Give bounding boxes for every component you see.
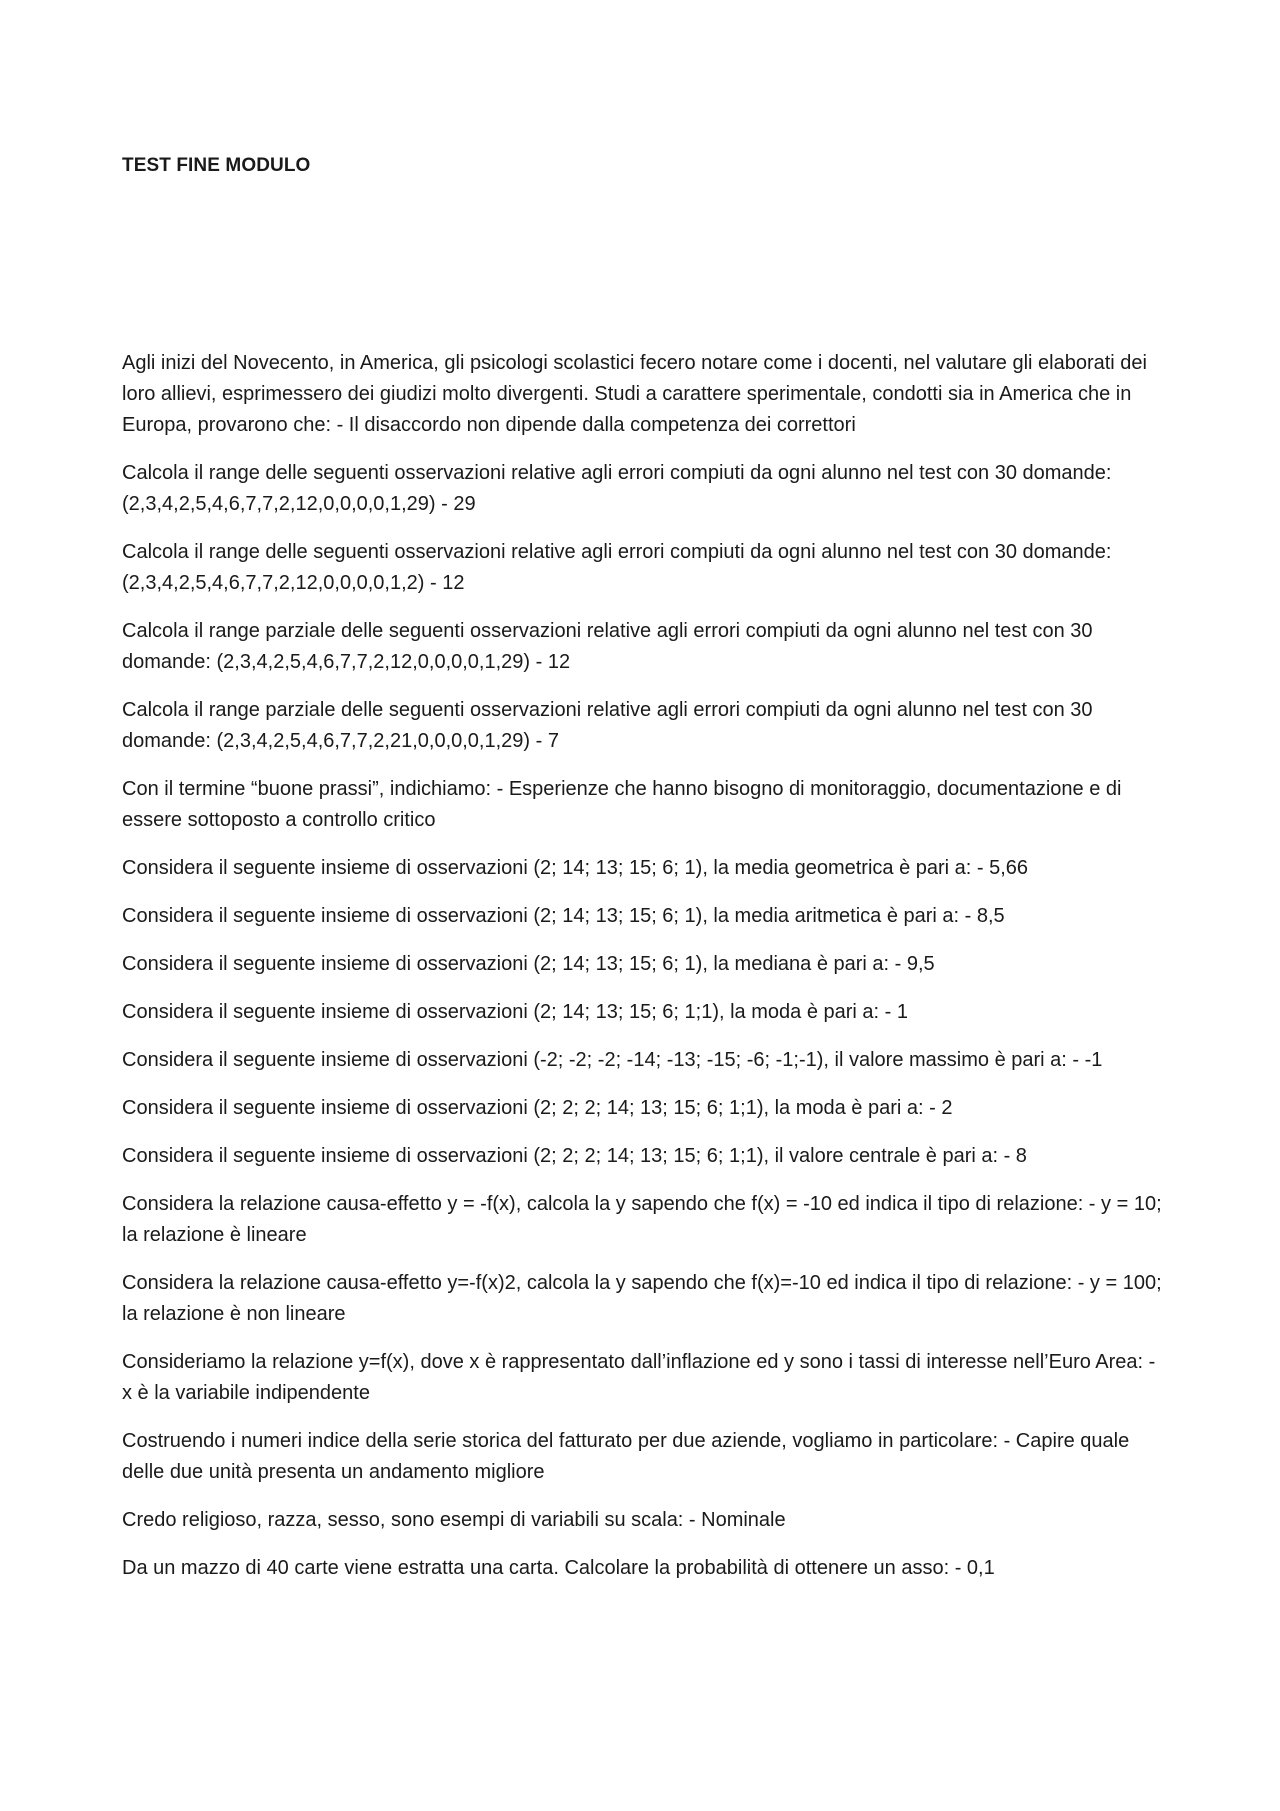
question-item: Considera il seguente insieme di osservazioni (2; 14; 13; 15; 6; 1), la media aritmetica è pari a: - 8,5 xyxy=(122,905,1005,927)
question-item: Considera il seguente insieme di osservazioni (2; 2; 2; 14; 13; 15; 6; 1;1), il valore centrale è pari a: - 8 xyxy=(122,1145,1027,1167)
question-item: Da un mazzo di 40 carte viene estratta una carta. Calcolare la probabilità di ottenere un asso: - 0,1 xyxy=(122,1557,995,1579)
question-item: Agli inizi del Novecento, in America, gli psicologi scolastici fecero notare come i docenti, nel valutare gli elaborati dei loro allievi, esprimessero dei giudizi molto divergenti. Studi a carattere sperimentale, condotti sia in America che in Europa, provarono che: - Il disaccordo non dipende dalla competenza dei correttori xyxy=(122,352,1147,436)
document-title: TEST FINE MODULO xyxy=(122,155,311,176)
question-item: Considera il seguente insieme di osservazioni (2; 14; 13; 15; 6; 1;1), la moda è pari a: - 1 xyxy=(122,1001,908,1023)
question-item: Calcola il range parziale delle seguenti osservazioni relative agli errori compiuti da ogni alunno nel test con 30 domande: (2,3,4,2,5,4,6,7,7,2,21,0,0,0,0,1,29) - 7 xyxy=(122,699,1093,752)
question-item: Consideriamo la relazione y=f(x), dove x è rappresentato dall’inflazione ed y sono i tassi di interesse nell’Euro Area: - x è la variabile indipendente xyxy=(122,1351,1156,1404)
question-item: Considera il seguente insieme di osservazioni (-2; -2; -2; -14; -13; -15; -6; -1;-1), il valore massimo è pari a: - -1 xyxy=(122,1049,1103,1071)
question-list xyxy=(122,348,1162,1601)
question-item: Calcola il range delle seguenti osservazioni relative agli errori compiuti da ogni alunno nel test con 30 domande: (2,3,4,2,5,4,6,7,7,2,12,0,0,0,0,1,29) - 29 xyxy=(122,462,1112,515)
question-item: Credo religioso, razza, sesso, sono esempi di variabili su scala: - Nominale xyxy=(122,1509,786,1531)
question-item: Con il termine “buone prassi”, indichiamo: - Esperienze che hanno bisogno di monitoraggio, documentazione e di essere sottoposto a controllo critico xyxy=(122,778,1122,831)
question-item: Considera la relazione causa-effetto y = -f(x), calcola la y sapendo che f(x) = -10 ed indica il tipo di relazione: - y = 10; la relazione è lineare xyxy=(122,1193,1162,1246)
question-item: Considera il seguente insieme di osservazioni (2; 2; 2; 14; 13; 15; 6; 1;1), la moda è pari a: - 2 xyxy=(122,1097,953,1119)
question-item: Calcola il range delle seguenti osservazioni relative agli errori compiuti da ogni alunno nel test con 30 domande: (2,3,4,2,5,4,6,7,7,2,12,0,0,0,0,1,2) - 12 xyxy=(122,541,1112,594)
question-item: Considera il seguente insieme di osservazioni (2; 14; 13; 15; 6; 1), la mediana è pari a: - 9,5 xyxy=(122,953,935,975)
question-item: Considera la relazione causa-effetto y=-f(x)2, calcola la y sapendo che f(x)=-10 ed indica il tipo di relazione: - y = 100; la relazione è non lineare xyxy=(122,1272,1162,1325)
question-item: Calcola il range parziale delle seguenti osservazioni relative agli errori compiuti da ogni alunno nel test con 30 domande: (2,3,4,2,5,4,6,7,7,2,12,0,0,0,0,1,29) - 12 xyxy=(122,620,1093,673)
question-item: Costruendo i numeri indice della serie storica del fatturato per due aziende, vogliamo in particolare: - Capire quale delle due unità presenta un andamento migliore xyxy=(122,1430,1130,1483)
question-item: Considera il seguente insieme di osservazioni (2; 14; 13; 15; 6; 1), la media geometrica è pari a: - 5,66 xyxy=(122,857,1029,879)
